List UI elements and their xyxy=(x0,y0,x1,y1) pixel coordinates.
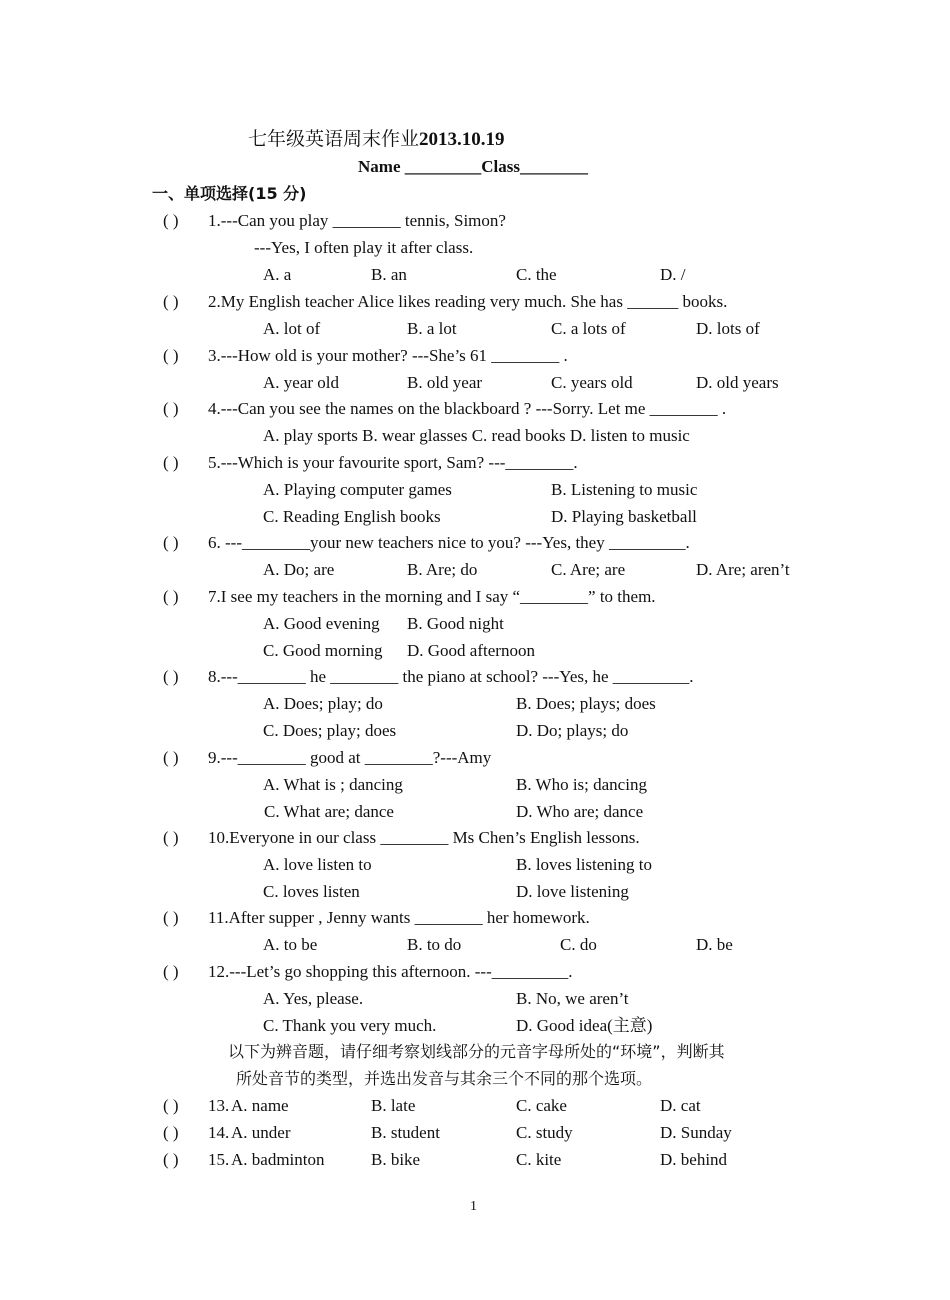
phonics-option: B. late xyxy=(371,1096,416,1115)
answer-bracket: ( ) xyxy=(163,292,179,311)
q10-option-d: D. love listening xyxy=(516,882,629,901)
phonics-option: C. cake xyxy=(516,1096,567,1115)
q9-option-b: B. Who is; dancing xyxy=(516,775,647,794)
q14-option-a: A. under xyxy=(231,1123,291,1142)
answer-bracket: ( ) xyxy=(163,1096,179,1115)
answer-bracket: ( ) xyxy=(163,667,179,686)
q5-option-a: A. Playing computer games xyxy=(263,480,452,499)
q2-option-d: D. lots of xyxy=(696,319,760,338)
question-9-stem: 9.---________ good at ________?---Amy xyxy=(208,748,492,767)
q1-option-d: D. / xyxy=(660,265,686,284)
q14-option-b: B. student xyxy=(371,1123,440,1142)
q13-option-a xyxy=(231,1095,289,1117)
answer-bracket: ( ) xyxy=(163,453,179,472)
q2-option-a: A. lot of xyxy=(263,319,321,338)
question-1-stem: 1.---Can you play ________ tennis, Simon? xyxy=(208,211,506,230)
question-6-stem: 6. ---________your new teachers nice to you? ---Yes, they _________. xyxy=(208,533,690,552)
q14-option-d: D. Sunday xyxy=(660,1123,732,1142)
question-4-stem: 4.---Can you see the names on the blackboard ? ---Sorry. Let me ________ . xyxy=(208,399,727,418)
q2-option-c: C. a lots of xyxy=(551,319,626,338)
answer-bracket: ( ) xyxy=(163,828,179,847)
q14-option-c: C. study xyxy=(516,1123,573,1142)
q8-option-a: A. Does; play; do xyxy=(263,694,383,713)
q7-option-d: D. Good afternoon xyxy=(407,641,535,660)
q9-option-c: C. What are; dance xyxy=(264,802,394,821)
q12-option-b: B. No, we aren’t xyxy=(516,989,629,1008)
instruction-line-2: 所处音节的类型，并选出发音与其余三个不同的那个选项。 xyxy=(236,1069,653,1088)
q10-option-b: B. loves listening to xyxy=(516,855,652,874)
q13-option-d xyxy=(660,1095,701,1117)
q13-option-b xyxy=(371,1095,415,1117)
q6-option-b: B. Are; do xyxy=(407,560,478,579)
question-3-stem: 3.---How old is your mother? ---She’s 61 ________ . xyxy=(208,346,568,365)
q5-option-b: B. Listening to music xyxy=(551,480,698,499)
q6-option-d: D. Are; aren’t xyxy=(696,560,790,579)
q12-option-c: C. Thank you very much. xyxy=(263,1016,437,1035)
question-12-stem: 12.---Let’s go shopping this afternoon. ---_________. xyxy=(208,962,573,981)
answer-bracket: ( ) xyxy=(163,587,179,606)
q11-option-c: C. do xyxy=(560,935,597,954)
q3-option-d: D. old years xyxy=(696,373,779,392)
question-7-stem: 7.I see my teachers in the morning and I say “________” to them. xyxy=(208,587,656,606)
q7-option-b: B. Good night xyxy=(407,614,504,633)
q6-option-a: A. Do; are xyxy=(263,560,335,579)
question-2-stem: 2.My English teacher Alice likes reading very much. She has ______ books. xyxy=(208,292,728,311)
q15-option-c: C. kite xyxy=(516,1150,562,1169)
answer-bracket: ( ) xyxy=(163,748,179,767)
question-5-stem: 5.---Which is your favourite sport, Sam? ---________. xyxy=(208,453,578,472)
answer-bracket: ( ) xyxy=(163,1150,179,1169)
answer-bracket: ( ) xyxy=(163,533,179,552)
q11-option-b: B. to do xyxy=(407,935,462,954)
answer-bracket: ( ) xyxy=(163,1123,179,1142)
page-number: 1 xyxy=(470,1199,477,1214)
q12-option-d: D. Good idea(主意) xyxy=(516,1016,653,1035)
q9-option-d: D. Who are; dance xyxy=(516,802,644,821)
q3-option-b: B. old year xyxy=(407,373,483,392)
q11-option-a: A. to be xyxy=(263,935,318,954)
phonics-option: A. name xyxy=(231,1096,289,1115)
q6-option-c: C. Are; are xyxy=(551,560,626,579)
q5-option-c: C. Reading English books xyxy=(263,507,441,526)
q4-options: A. play sports B. wear glasses C. read books D. listen to music xyxy=(263,426,690,445)
q15-option-d: D. behind xyxy=(660,1150,728,1169)
q15-option-a: A. badminton xyxy=(231,1150,325,1169)
q3-option-a: A. year old xyxy=(263,373,340,392)
answer-bracket: ( ) xyxy=(163,908,179,927)
question-10-stem: 10.Everyone in our class ________ Ms Chen’s English lessons. xyxy=(208,828,640,847)
q10-option-a: A. love listen to xyxy=(263,855,372,874)
q1-option-a: A. a xyxy=(263,265,292,284)
q7-option-a: A. Good evening xyxy=(263,614,380,633)
question-1-reply: ---Yes, I often play it after class. xyxy=(254,238,474,257)
question-11-stem: 11.After supper , Jenny wants ________ her homework. xyxy=(208,908,590,927)
q13-option-c xyxy=(516,1095,567,1117)
q11-option-d: D. be xyxy=(696,935,733,954)
q15-option-b: B. bike xyxy=(371,1150,421,1169)
title-chinese: 七年级英语周末作业 xyxy=(248,128,420,150)
name-class-line: Name _________Class________ xyxy=(358,157,588,176)
page-title xyxy=(248,128,505,151)
question-14-number: 14. xyxy=(208,1123,230,1142)
question-15-number: 15. xyxy=(208,1150,230,1169)
instruction-line-1: 以下为辨音题，请仔细考察划线部分的元音字母所处的“环境”，判断其 xyxy=(228,1042,725,1061)
q8-option-d: D. Do; plays; do xyxy=(516,721,629,740)
q3-option-c: C. years old xyxy=(551,373,633,392)
title-date: 2013.10.19 xyxy=(419,129,505,150)
q5-option-d: D. Playing basketball xyxy=(551,507,697,526)
q9-option-a: A. What is ; dancing xyxy=(263,775,403,794)
q1-option-c: C. the xyxy=(516,265,557,284)
question-8-stem: 8.---________ he ________ the piano at school? ---Yes, he _________. xyxy=(208,667,694,686)
question-13-number: 13. xyxy=(208,1096,230,1115)
q8-option-b: B. Does; plays; does xyxy=(516,694,656,713)
answer-bracket: ( ) xyxy=(163,962,179,981)
phonics-option: D. cat xyxy=(660,1096,701,1115)
answer-bracket: ( ) xyxy=(163,211,179,230)
q7-option-c: C. Good morning xyxy=(263,641,383,660)
q1-option-b: B. an xyxy=(371,265,407,284)
q10-option-c: C. loves listen xyxy=(263,882,360,901)
q8-option-c: C. Does; play; does xyxy=(263,721,397,740)
answer-bracket: ( ) xyxy=(163,399,179,418)
answer-bracket: ( ) xyxy=(163,346,179,365)
section-heading: 一、单项选择(15 分) xyxy=(152,184,307,203)
q12-option-a: A. Yes, please. xyxy=(263,989,364,1008)
q2-option-b: B. a lot xyxy=(407,319,457,338)
